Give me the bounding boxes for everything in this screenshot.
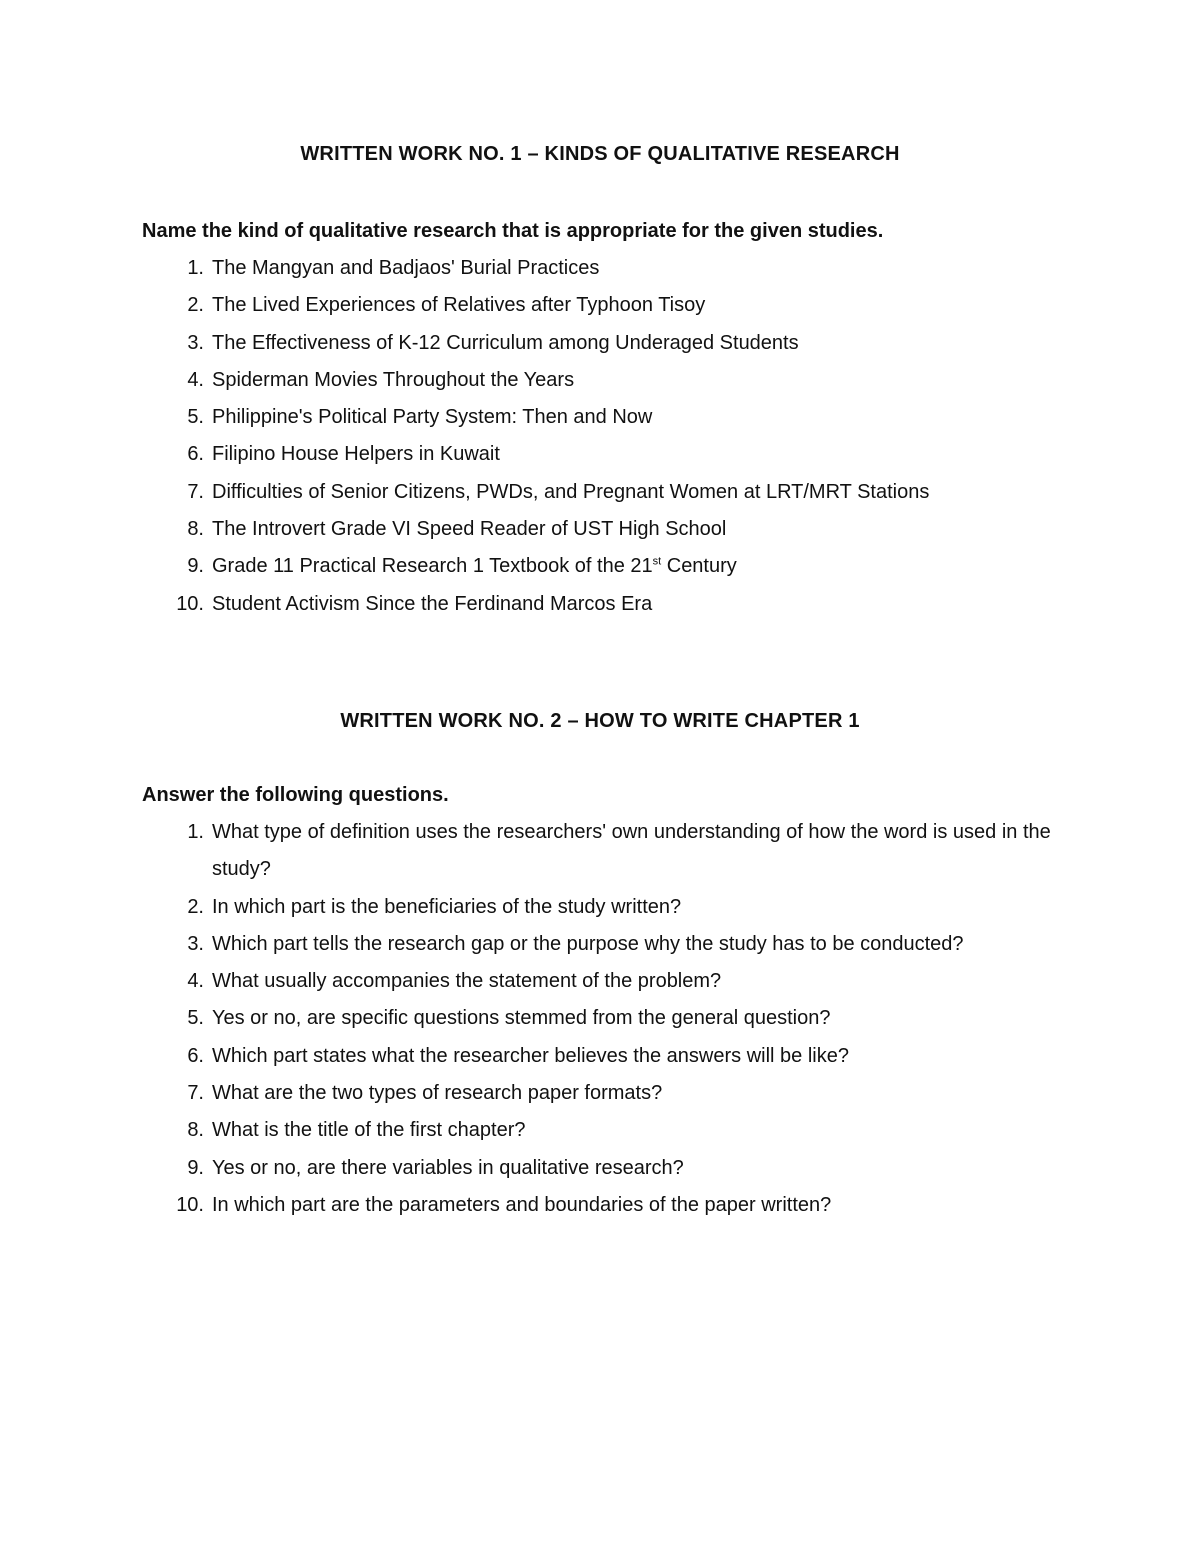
item-text: What is the title of the first chapter? — [212, 1119, 526, 1142]
section-1-instruction: Name the kind of qualitative research that is appropriate for the given studies. — [142, 220, 884, 242]
ordinal-suffix: st — [652, 555, 662, 568]
item-text: Spiderman Movies Throughout the Years — [212, 368, 575, 391]
list-item — [142, 474, 1102, 511]
item-text: What are the two types of research paper formats? — [212, 1082, 663, 1105]
item-text: What usually accompanies the statement of the problem? — [212, 970, 722, 993]
section-2-title: WRITTEN WORK NO. 2 – HOW TO WRITE CHAPTER 1 — [340, 710, 860, 732]
item-number: 3. — [187, 331, 204, 354]
item-number: 2. — [187, 294, 204, 317]
item-text: Difficulties of Senior Citizens, PWDs, and Pregnant Women at LRT/MRT Stations — [212, 480, 930, 503]
list-item — [142, 889, 1102, 926]
item-number: 1. — [187, 257, 204, 279]
questions-list — [142, 814, 1102, 1224]
item-text: The Mangyan and Badjaos' Burial Practices — [212, 257, 600, 279]
item-number: 6. — [187, 443, 204, 466]
item-number: 7. — [187, 1082, 204, 1105]
list-item — [142, 325, 1102, 362]
list-item — [142, 287, 1102, 324]
item-number: 4. — [187, 970, 204, 993]
item-number: 8. — [187, 518, 204, 541]
item-number: 10. — [176, 592, 204, 615]
item-text: The Lived Experiences of Relatives after Typhoon Tisoy — [212, 294, 706, 317]
list-item — [142, 1112, 1102, 1149]
item-text-after: Century — [661, 555, 737, 578]
item-text: Student Activism Since the Ferdinand Marcos Era — [212, 592, 653, 615]
list-item — [142, 1075, 1102, 1112]
section-1-title: WRITTEN WORK NO. 1 – KINDS OF QUALITATIVE RESEARCH — [300, 143, 900, 165]
item-number: 6. — [187, 1044, 204, 1067]
item-text: Filipino House Helpers in Kuwait — [212, 443, 500, 466]
list-item — [142, 1150, 1102, 1187]
item-text: What type of definition uses the researchers' own understanding of how the word is used in the study? — [212, 821, 1051, 881]
item-text-before: Grade 11 Practical Research 1 Textbook of the 21 — [212, 555, 653, 578]
item-number: 8. — [187, 1119, 204, 1142]
research-topics-list — [142, 250, 1102, 623]
item-number: 5. — [187, 1007, 204, 1030]
list-item — [142, 511, 1102, 548]
list-item — [142, 963, 1102, 1000]
item-text: The Effectiveness of K-12 Curriculum among Underaged Students — [212, 331, 799, 354]
list-item — [142, 1038, 1102, 1075]
item-number: 4. — [187, 368, 204, 391]
item-number: 9. — [187, 555, 204, 578]
item-text — [212, 555, 737, 577]
item-text: The Introvert Grade VI Speed Reader of UST High School — [212, 518, 727, 541]
list-item — [142, 436, 1102, 473]
item-text: Yes or no, are specific questions stemmed from the general question? — [212, 1007, 831, 1030]
item-text: Which part states what the researcher believes the answers will be like? — [212, 1044, 849, 1067]
item-number: 5. — [187, 406, 204, 429]
list-item — [142, 399, 1102, 436]
item-text: In which part is the beneficiaries of the study written? — [212, 895, 682, 918]
item-number: 7. — [187, 480, 204, 503]
item-number: 1. — [187, 821, 204, 843]
item-text: In which part are the parameters and boundaries of the paper written? — [212, 1193, 832, 1216]
item-number: 2. — [187, 895, 204, 918]
item-text: Which part tells the research gap or the purpose why the study has to be conducted? — [212, 932, 964, 955]
section-2-instruction: Answer the following questions. — [142, 784, 449, 806]
item-number: 9. — [187, 1156, 204, 1179]
list-item — [142, 250, 1102, 287]
list-item — [142, 362, 1102, 399]
item-number: 10. — [176, 1193, 204, 1216]
list-item — [142, 814, 1102, 889]
list-item — [142, 926, 1102, 963]
item-text: Philippine's Political Party System: Then and Now — [212, 406, 653, 429]
list-item — [142, 586, 1102, 623]
list-item — [142, 548, 1102, 585]
item-text: Yes or no, are there variables in qualitative research? — [212, 1156, 684, 1179]
list-item — [142, 1000, 1102, 1037]
list-item — [142, 1187, 1102, 1224]
item-number: 3. — [187, 932, 204, 955]
